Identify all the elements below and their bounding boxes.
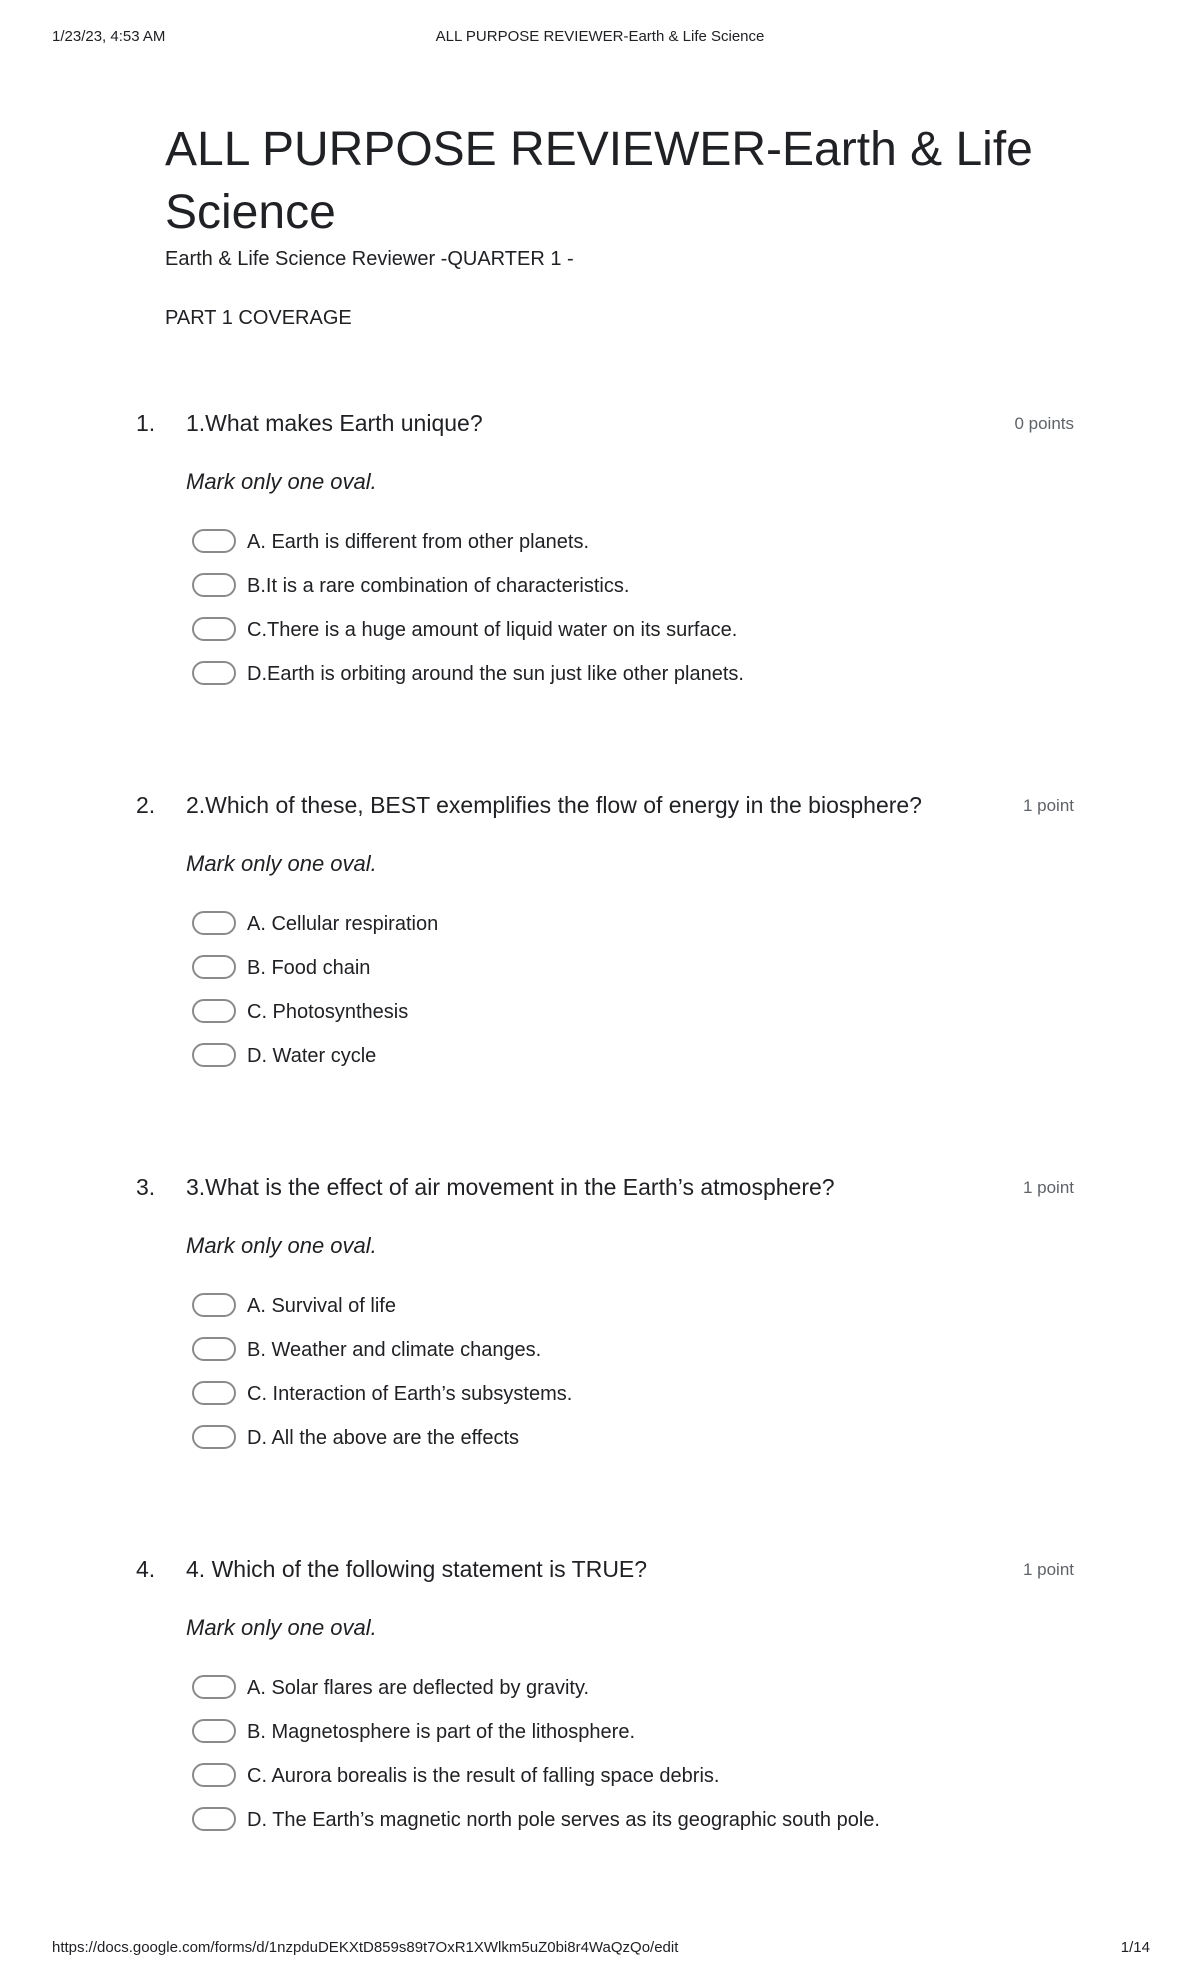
radio-oval[interactable] [192,1675,236,1699]
form-title: ALL PURPOSE REVIEWER-Earth & Life Science [165,123,1033,239]
option-label: A. Earth is different from other planets. [247,531,590,553]
option-a[interactable] [192,1292,1042,1322]
form-description: Earth & Life Science Reviewer -QUARTER 1 - [165,248,574,270]
question-points: 1 point [1022,796,1074,815]
question-number: 4. [136,1556,156,1582]
question-instruction: Mark only one oval. [186,851,377,876]
page-number: 1/14 [1120,1939,1150,1956]
question-1 [0,410,1200,710]
question-text: 4. Which of the following statement is TRUE? [186,1556,648,1582]
option-label: C. Photosynthesis [247,1001,409,1023]
option-b[interactable] [192,954,1042,984]
option-d[interactable] [192,1806,1042,1836]
question-text: 3.What is the effect of air movement in the Earth’s atmosphere? [186,1174,835,1200]
option-label: B. Food chain [247,957,371,979]
option-b[interactable] [192,1718,1042,1748]
question-text: 2.Which of these, BEST exemplifies the flow of energy in the biosphere? [186,792,922,818]
question-number: 2. [136,792,156,818]
print-page-title: ALL PURPOSE REVIEWER-Earth & Life Science [435,28,765,45]
option-label: D. Water cycle [247,1045,377,1067]
radio-oval[interactable] [192,1425,236,1449]
option-label: C. Aurora borealis is the result of falling space debris. [247,1765,720,1787]
print-header [0,28,1200,48]
option-label: D. The Earth’s magnetic north pole serves as its geographic south pole. [247,1809,880,1831]
option-label: B. Weather and climate changes. [247,1339,542,1361]
radio-oval[interactable] [192,1807,236,1831]
question-points: 1 point [1022,1178,1074,1197]
option-label: A. Solar flares are deflected by gravity. [247,1677,590,1699]
print-url: https://docs.google.com/forms/d/1nzpduDEKXtD859s89t7OxR1XWlkm5uZ0bi8r4WaQzQo/edit [52,1939,679,1956]
form-description-coverage: PART 1 COVERAGE [165,307,352,329]
radio-oval[interactable] [192,1381,236,1405]
option-c[interactable] [192,616,1042,646]
question-instruction: Mark only one oval. [186,469,377,494]
option-label: A. Survival of life [247,1295,396,1317]
option-b[interactable] [192,1336,1042,1366]
option-c[interactable] [192,1380,1042,1410]
question-points: 0 points [1014,414,1074,433]
radio-oval[interactable] [192,661,236,685]
option-label: D.Earth is orbiting around the sun just like other planets. [247,663,744,685]
option-d[interactable] [192,660,1042,690]
print-datetime: 1/23/23, 4:53 AM [52,28,166,45]
question-number: 1. [136,410,156,436]
question-instruction: Mark only one oval. [186,1233,377,1258]
option-d[interactable] [192,1042,1042,1072]
option-a[interactable] [192,910,1042,940]
radio-oval[interactable] [192,1337,236,1361]
radio-oval[interactable] [192,1763,236,1787]
radio-oval[interactable] [192,1043,236,1067]
radio-oval[interactable] [192,1293,236,1317]
radio-oval[interactable] [192,1719,236,1743]
question-points: 1 point [1022,1560,1074,1579]
option-label: B.It is a rare combination of characteristics. [247,575,630,597]
option-c[interactable] [192,1762,1042,1792]
question-4 [0,1556,1200,1856]
question-2 [0,792,1200,1092]
option-label: C.There is a huge amount of liquid water on its surface. [247,619,738,641]
option-label: A. Cellular respiration [247,913,439,935]
question-text: 1.What makes Earth unique? [186,410,483,436]
radio-oval[interactable] [192,911,236,935]
option-label: C. Interaction of Earth’s subsystems. [247,1383,573,1405]
radio-oval[interactable] [192,999,236,1023]
option-label: D. All the above are the effects [247,1427,520,1449]
question-3 [0,1174,1200,1474]
option-a[interactable] [192,528,1042,558]
option-b[interactable] [192,572,1042,602]
radio-oval[interactable] [192,573,236,597]
radio-oval[interactable] [192,529,236,553]
option-d[interactable] [192,1424,1042,1454]
option-a[interactable] [192,1674,1042,1704]
question-instruction: Mark only one oval. [186,1615,377,1640]
option-c[interactable] [192,998,1042,1028]
question-number: 3. [136,1174,156,1200]
radio-oval[interactable] [192,955,236,979]
radio-oval[interactable] [192,617,236,641]
option-label: B. Magnetosphere is part of the lithosphere. [247,1721,636,1743]
